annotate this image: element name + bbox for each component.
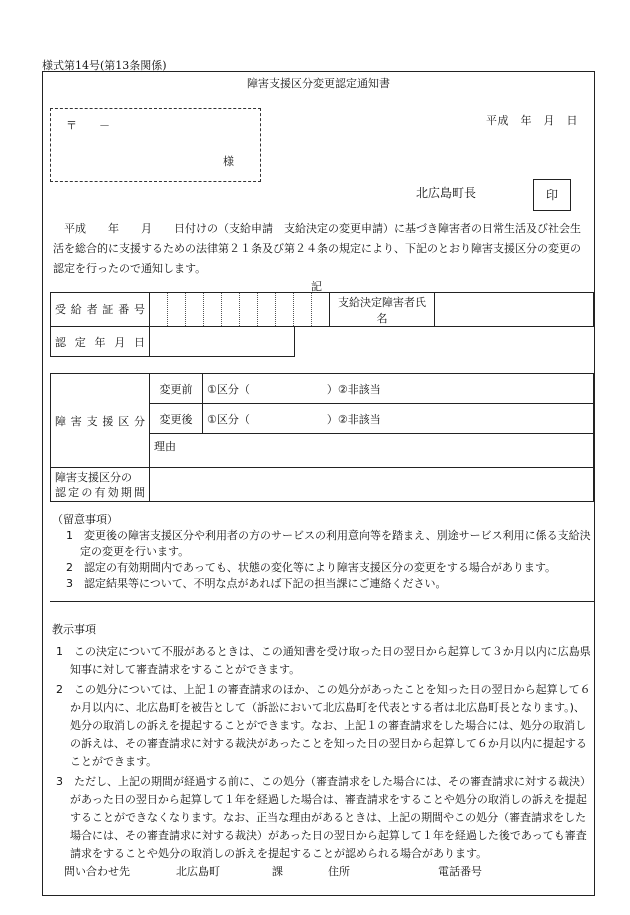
digit-cell — [312, 293, 330, 327]
support-category-table — [50, 373, 594, 502]
ki-marker: 記 — [311, 280, 322, 293]
notes-section — [52, 512, 592, 592]
note-item: 3 認定結果等について、不明な点があれば下記の担当課にご連絡ください。 — [66, 577, 447, 590]
document-title: 障害支援区分変更認定通知書 — [247, 77, 390, 90]
honorific: 様 — [223, 155, 234, 168]
after-options — [203, 404, 594, 434]
validity-value — [150, 468, 594, 502]
instructions-section — [52, 621, 592, 865]
option-kubun-before: ①区分（ ） — [207, 382, 338, 396]
digit-cell — [294, 293, 312, 327]
certification-date-label: 認定年月日 — [51, 327, 150, 357]
notes-heading: （留意事項） — [52, 513, 118, 526]
reason-cell — [150, 434, 594, 468]
guardian-name-value — [435, 293, 594, 327]
digit-cell — [168, 293, 186, 327]
after-label: 変更後 — [150, 404, 203, 434]
recipient-info-table — [50, 292, 594, 327]
notes-divider — [50, 601, 594, 602]
option-not-applicable-after: ②非該当 — [337, 412, 381, 426]
contact-phone-label: 電話番号 — [438, 865, 482, 878]
contact-town: 北広島町 — [176, 865, 220, 878]
contact-address-label: 住所 — [328, 865, 350, 878]
digit-cell — [222, 293, 240, 327]
seal-box: 印 — [533, 179, 571, 211]
category-label: 障害支援区分 — [51, 374, 150, 468]
digit-cell — [258, 293, 276, 327]
certification-date-value — [150, 327, 295, 357]
certification-date-table — [50, 326, 295, 357]
recipient-address-box — [50, 108, 261, 182]
option-not-applicable-before: ②非該当 — [337, 382, 381, 396]
reason-label: 理由 — [154, 440, 176, 453]
before-options — [203, 374, 594, 404]
digit-cell — [186, 293, 204, 327]
contact-section: 課 — [272, 865, 283, 878]
issuer-name: 北広島町長 — [416, 186, 477, 200]
instruction-item: 2 この処分については、上記１の審査請求のほか、この処分があったことを知った日の翌日から起算して６か月以内に、北広島町を被告として（訴訟において北広島町を代表とする者は北広島町長となります。)、処分の取消しの訴えを提起することができます。なお、上記１の審査請求をした場合には、処分の取消しの訴えは、その審査請求に対する裁決があったことを知った日の翌日から起算して６か月以内に提起することができます。 — [56, 683, 591, 768]
validity-label: 障害支援区分の 認定の有効期間 — [51, 468, 150, 502]
issue-date: 平成 年 月 日 — [486, 114, 578, 127]
instruction-item: 1 この決定について不服があるときは、この通知書を受け取った日の翌日から起算して３か月以内に広島県知事に対して審査請求をすることができます。 — [56, 645, 591, 676]
instructions-heading: 教示事項 — [52, 623, 96, 636]
digit-cell — [150, 293, 168, 327]
before-label: 変更前 — [150, 374, 203, 404]
instruction-item: 3 ただし、上記の期間が経過する前に、この処分（審査請求をした場合には、その審査請求に対する裁決）があった日の翌日から起算して１年を経過した場合は、審査請求をすることや処分の取消しの訴えを提起することができなくなります。なお、正当な理由があるときは、上記の期間やこの処分（審査請求をした場合には、その審査請求に対する裁決）があった日の翌日から起算して１年を経過した後であっても審査請求をすることや処分の取消しの訴えを提起することが認められる場合があります。 — [56, 775, 591, 860]
option-kubun-after: ①区分（ ） — [207, 412, 338, 426]
note-item: 1 変更後の障害支援区分や利用者の方のサービスの利用意向等を踏まえ、別途サービス利用に係る支給決定の変更を行います。 — [66, 529, 591, 558]
guardian-name-label: 支給決定障害者氏名 — [330, 293, 435, 327]
digit-cell — [240, 293, 258, 327]
form-code: 様式第14号(第13条関係) — [42, 59, 167, 72]
digit-cell — [276, 293, 294, 327]
contact-label: 問い合わせ先 — [64, 865, 130, 878]
postal-code-mark: 〒 － — [66, 119, 110, 132]
recipient-number-label: 受給者証番号 — [51, 293, 150, 327]
note-item: 2 認定の有効期間内であっても、状態の変化等により障害支援区分の変更をする場合があります。 — [66, 561, 557, 574]
digit-cell — [204, 293, 222, 327]
notice-body: 平成 年 月 日付けの（支給申請 支給決定の変更申請）に基づき障害者の日常生活及び社会生活を総合的に支援するための法律第２１条及び第２４条の規定により、下記のとおり障害支援区分の変更の認定を行ったので通知します。 — [53, 222, 581, 275]
